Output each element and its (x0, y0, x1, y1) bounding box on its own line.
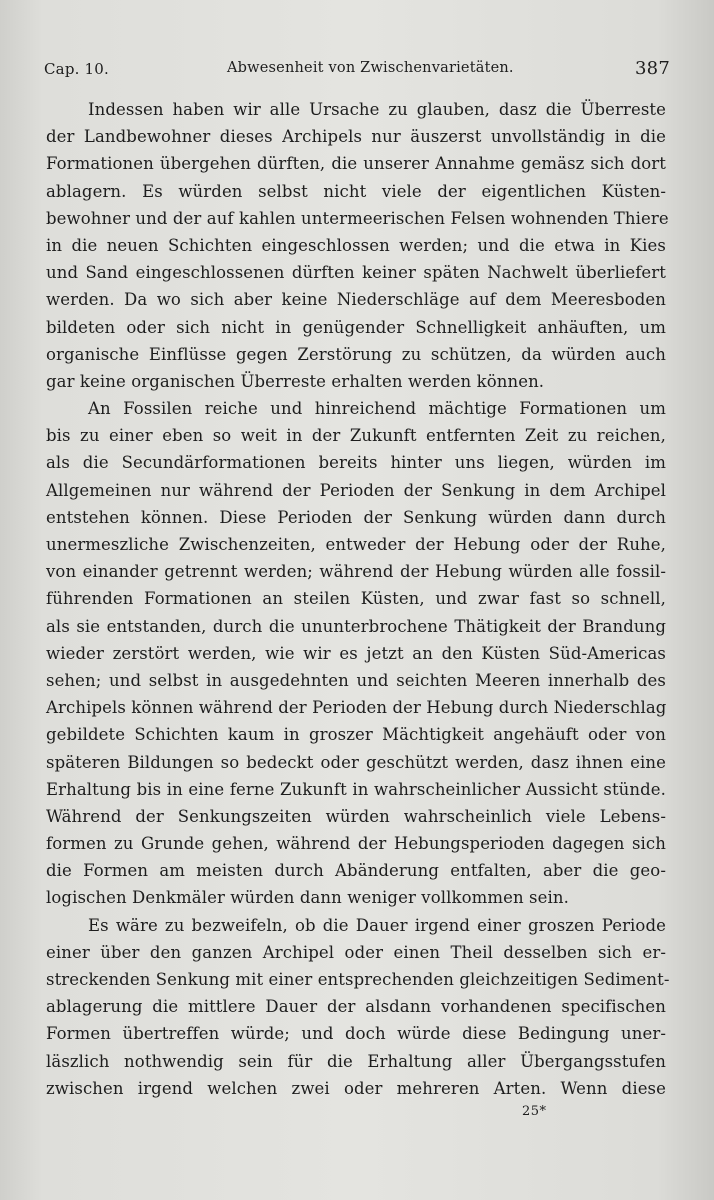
text-line: Archipels können während der Perioden der Hebung durch Niederschlag (46, 698, 667, 718)
text-line: bewohner und der auf kahlen untermeerischen Felsen wohnenden Thiere (46, 208, 669, 228)
text-line: und Sand eingeschlossenen dürften keiner späten Nachwelt überliefert (46, 263, 666, 283)
text-line: Allgemeinen nur während der Perioden der Senkung in dem Archipel (46, 480, 666, 500)
text-line: unermeszliche Zwischenzeiten, entweder der Hebung oder der Ruhe, (46, 535, 666, 554)
text-line: streckenden Senkung mit einer entsprechenden gleichzeitigen Sediment- (46, 970, 670, 989)
text-line: späteren Bildungen so bedeckt oder geschützt werden, dasz ihnen eine (46, 752, 666, 772)
text-line: Während der Senkungszeiten würden wahrscheinlich viele Lebens- (46, 806, 666, 826)
text-line: als sie entstanden, durch die ununterbrochene Thätigkeit der Brandung (46, 616, 666, 636)
text-line: Indessen haben wir alle Ursache zu glauben, dasz die Überreste (88, 100, 666, 119)
text-line: von einander getrennt werden; während der Hebung würden alle fossil- (46, 562, 666, 582)
text-line: die Formen am meisten durch Abänderung entfalten, aber die geo- (46, 861, 666, 881)
text-line: sehen; und selbst in ausgedehnten und seichten Meeren innerhalb des (46, 670, 666, 690)
text-line: läszlich nothwendig sein für die Erhaltung aller Übergangsstufen (46, 1051, 666, 1071)
page-number: 387 (635, 58, 670, 79)
running-header (44, 56, 670, 86)
chapter-label: Cap. 10. (44, 60, 110, 78)
text-line: bis zu einer eben so weit in der Zukunft entfernten Zeit zu reichen, (46, 426, 666, 446)
text-line: An Fossilen reiche und hinreichend mächtige Formationen um (88, 399, 666, 419)
text-line: in die neuen Schichten eingeschlossen werden; und die etwa in Kies (46, 235, 666, 255)
text-line: Formen übertreffen würde; und doch würde diese Bedingung uner- (46, 1024, 666, 1044)
text-line: werden. Da wo sich aber keine Niederschläge auf dem Meeresboden (46, 290, 666, 310)
text-line: der Landbewohner dieses Archipels nur äuszerst unvollständig in die (46, 127, 666, 147)
text-line: Es wäre zu bezweifeln, ob die Dauer irgend einer groszen Periode (88, 915, 666, 935)
text-line: Erhaltung bis in eine ferne Zukunft in wahrscheinlicher Aussicht stünde. (46, 779, 666, 799)
signature-mark: 25* (522, 1104, 547, 1119)
text-line: gar keine organischen Überreste erhalten werden können. (46, 371, 545, 391)
body-text (46, 96, 670, 1102)
running-title: Abwesenheit von Zwischenvarietäten. (227, 60, 514, 76)
text-line: organische Einflüsse gegen Zerstörung zu schützen, da würden auch (46, 344, 666, 364)
text-line: als die Secundärformationen bereits hinter uns liegen, würden im (46, 453, 666, 473)
text-line: einer über den ganzen Archipel oder einen Theil desselben sich er- (46, 942, 666, 962)
text-line: wieder zerstört werden, wie wir es jetzt an den Küsten Süd-Americas (46, 643, 666, 663)
text-line: logischen Denkmäler würden dann weniger vollkommen sein. (46, 888, 569, 908)
text-line: gebildete Schichten kaum in groszer Mächtigkeit angehäuft oder von (46, 725, 666, 745)
text-line: entstehen können. Diese Perioden der Senkung würden dann durch (46, 507, 666, 527)
text-line: Formationen übergehen dürften, die unserer Annahme gemäsz sich dort (46, 154, 666, 174)
text-line: zwischen irgend welchen zwei oder mehreren Arten. Wenn diese (46, 1078, 666, 1098)
text-line: formen zu Grunde gehen, während der Hebungsperioden dagegen sich (46, 834, 666, 854)
text-line: bildeten oder sich nicht in genügender Schnelligkeit anhäuften, um (46, 317, 666, 337)
text-line: führenden Formationen an steilen Küsten, und zwar fast so schnell, (46, 589, 666, 609)
text-line: ablagern. Es würden selbst nicht viele der eigentlichen Küsten- (46, 181, 666, 201)
text-line: ablagerung die mittlere Dauer der alsdann vorhandenen specifischen (46, 997, 666, 1017)
